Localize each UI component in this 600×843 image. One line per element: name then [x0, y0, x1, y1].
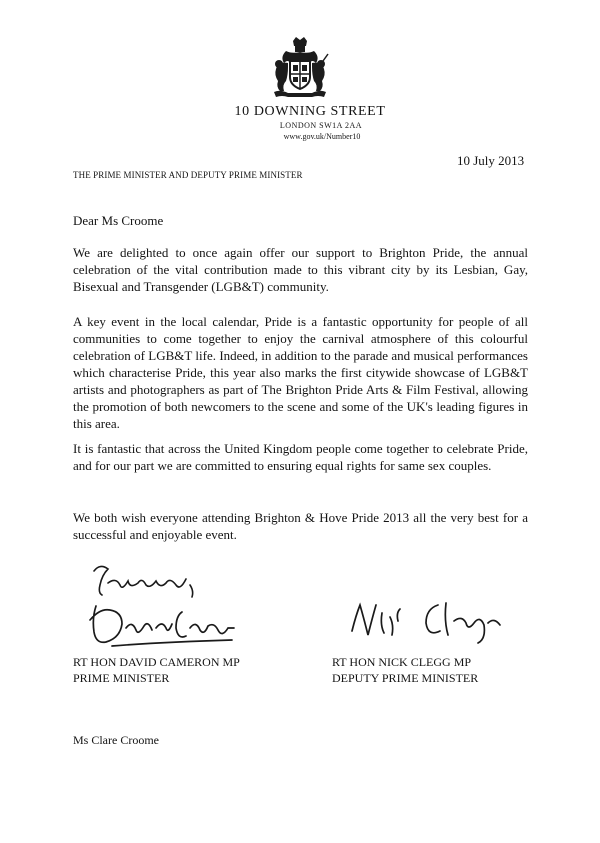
signature-clegg	[338, 595, 518, 647]
letter-date: 10 July 2013	[457, 153, 525, 168]
salutation: Dear Ms Croome	[73, 213, 164, 228]
body-paragraph: We both wish everyone attending Brighton & Hove Pride 2013 all the very best for a successful and enjoyable event.	[73, 510, 528, 542]
recipient-name: Ms Clare Croome	[73, 733, 159, 747]
letter-sender-line: THE PRIME MINISTER AND DEPUTY PRIME MINISTER	[73, 170, 303, 180]
signature-cameron	[82, 598, 242, 650]
signatory-name: RT HON NICK CLEGG MP	[332, 655, 472, 669]
signatory-name: RT HON DAVID CAMERON MP	[73, 655, 240, 669]
letterhead-address	[0, 104, 600, 142]
signatory-title: PRIME MINISTER	[73, 671, 170, 685]
body-paragraph: We are delighted to once again offer our support to Brighton Pride, the annual celebration of the vital contribution made to this vibrant city by its Lesbian, Gay, Bisexual and Transgender (LGB&T) community.	[73, 245, 528, 294]
letterhead-title: 10 DOWNING STREET	[234, 104, 386, 119]
letterhead-website: www.gov.uk/Number10	[283, 132, 361, 141]
signatory-clegg	[332, 654, 478, 686]
body-paragraph: A key event in the local calendar, Pride is a fantastic opportunity for people of all communities to come together to enjoy the carnival atmosphere of this colourful celebration of LGB&T life. Indeed, in addition to the parade and musical performances which characterise Pride, this year also marks the first citywide showcase of LGB&T artists and photographers as part of The Brighton Pride Arts & Film Festival, allowing the promotion of both newcomers to the scene and some of the UK's leading figures in this area.	[73, 314, 528, 431]
signatory-title: DEPUTY PRIME MINISTER	[332, 671, 479, 685]
letterhead-city: LONDON SW1A 2AA	[279, 121, 363, 130]
signatory-cameron	[73, 654, 240, 686]
body-paragraph: It is fantastic that across the United Kingdom people come together to celebrate Pride, and for our part we are committed to ensuring equal rights for same sex couples.	[73, 441, 528, 473]
royal-coat-of-arms-icon	[268, 37, 332, 99]
